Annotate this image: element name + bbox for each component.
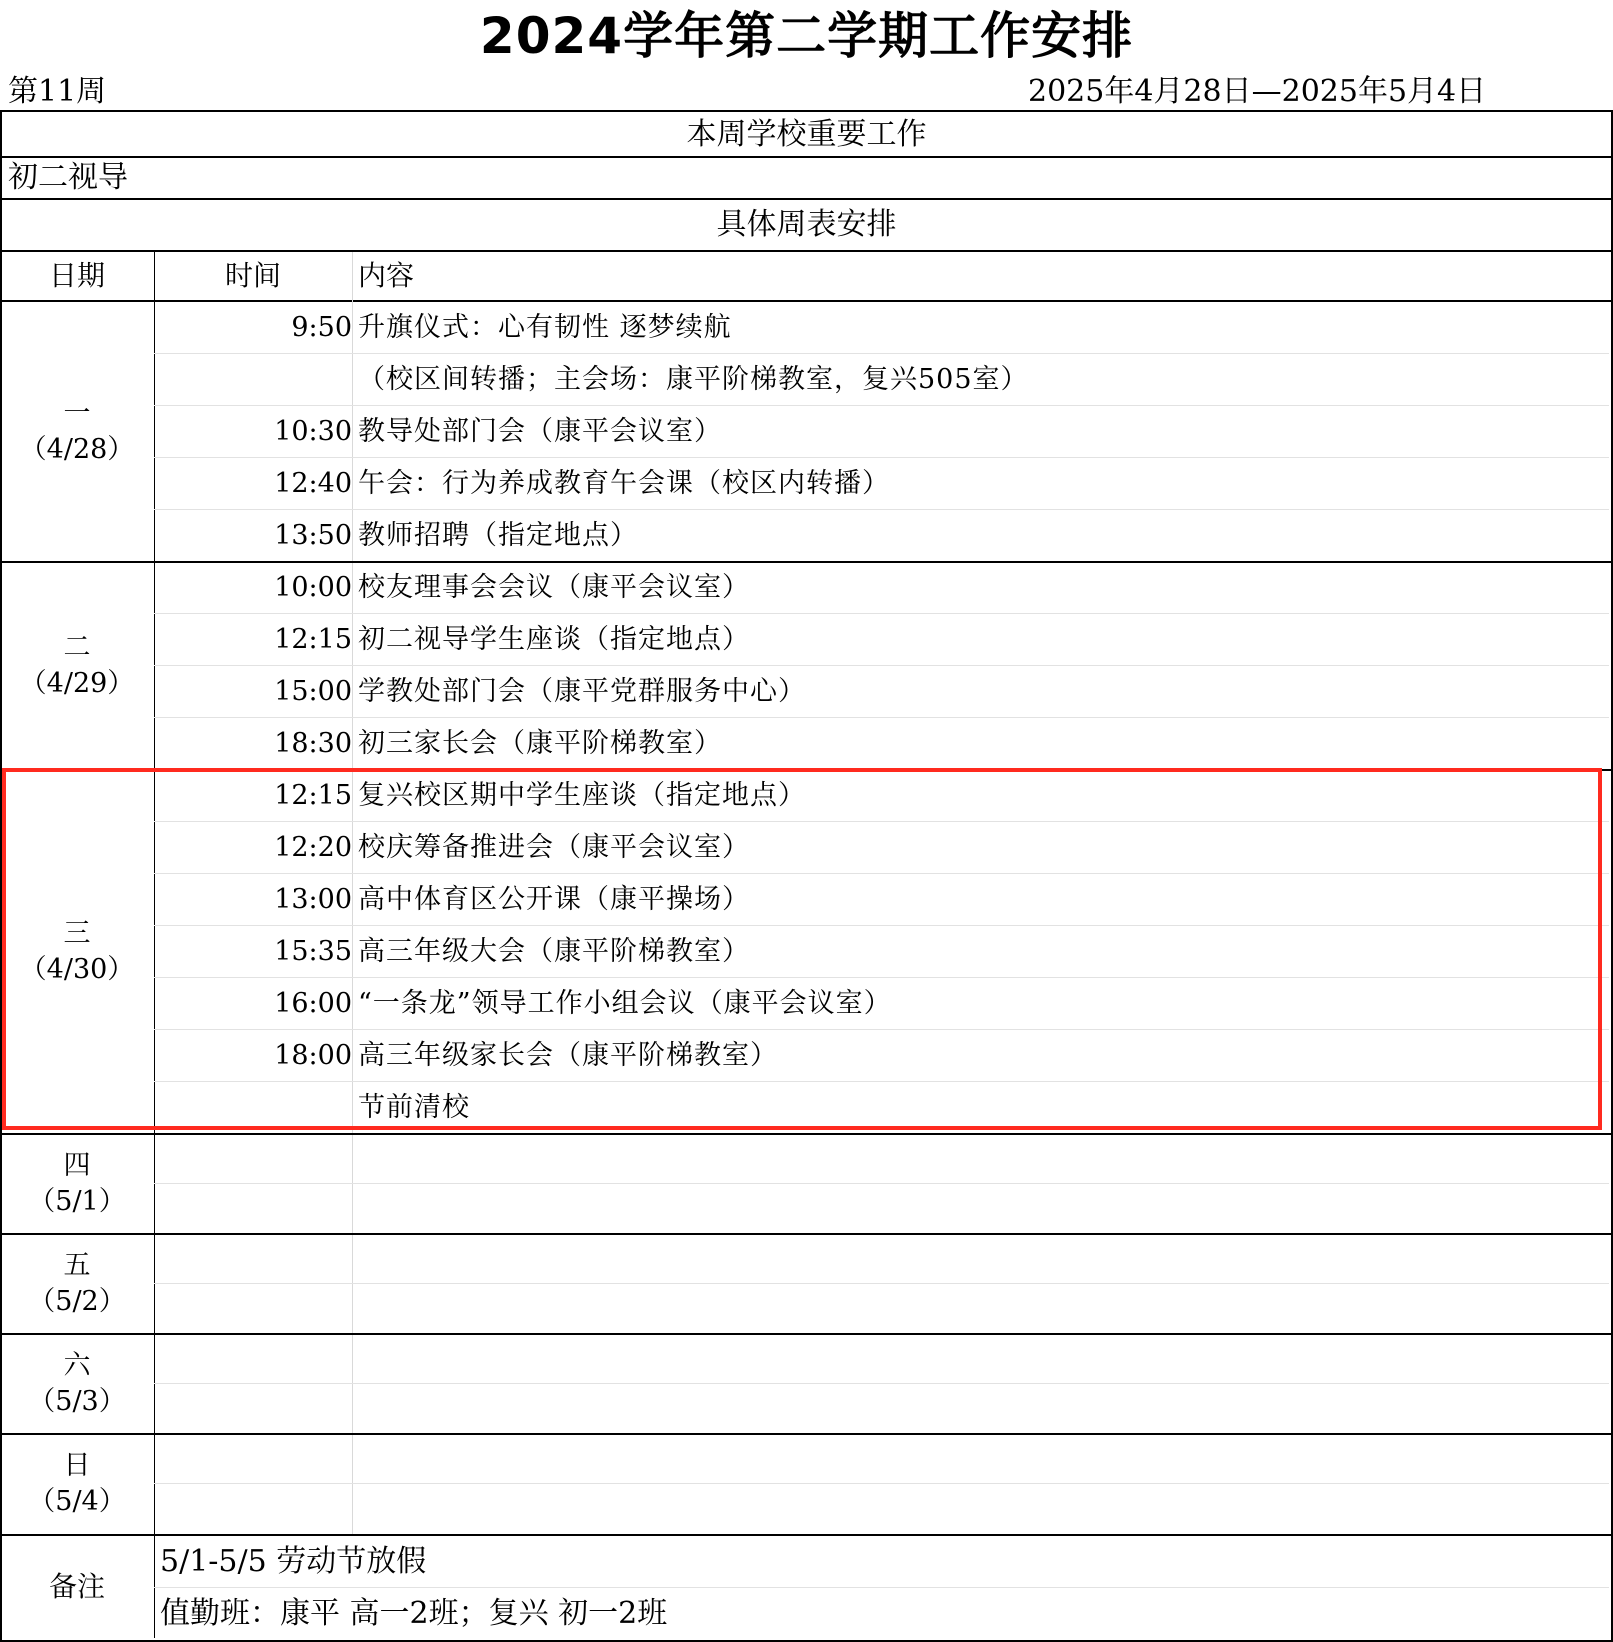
content-cell: 高三年级家长会（康平阶梯教室）	[358, 1040, 778, 1071]
time-cell	[154, 822, 352, 874]
schedule-header: 具体周表安排	[716, 207, 897, 242]
day-cell	[0, 1334, 154, 1434]
time-cell	[154, 458, 352, 510]
day-label	[0, 396, 154, 468]
table-row	[154, 510, 1609, 562]
content-cell: 升旗仪式：心有韧性 逐梦续航	[358, 312, 732, 343]
day-date: （4/30）	[19, 954, 135, 985]
important-work-item: 初二视导	[8, 160, 128, 195]
page-title: 2024学年第二学期工作安排	[479, 7, 1134, 65]
table-row	[154, 874, 1609, 926]
time-text: 10:30	[274, 416, 352, 447]
time-text: 12:15	[274, 780, 352, 811]
notes-label: 备注	[48, 1570, 105, 1603]
day-cell	[0, 1434, 154, 1534]
day-weekday: 五	[63, 1250, 91, 1281]
time-cell	[154, 718, 352, 770]
day-cell	[0, 1234, 154, 1334]
table-row	[154, 822, 1609, 874]
time-text: 12:20	[274, 832, 352, 863]
row-divider	[154, 1383, 1609, 1384]
content-cell: 学教处部门会（康平党群服务中心）	[358, 676, 806, 707]
content-cell: 校友理事会会议（康平会议室）	[358, 572, 750, 603]
day-cell	[0, 1134, 154, 1234]
content-cell: 复兴校区期中学生座谈（指定地点）	[358, 780, 806, 811]
day-divider	[0, 1433, 1613, 1435]
time-cell	[154, 354, 352, 406]
day-label	[0, 1148, 154, 1220]
table-row	[154, 978, 1609, 1030]
day-label	[0, 1348, 154, 1420]
table-row	[154, 1030, 1609, 1082]
date-range: 2025年4月28日—2025年5月4日	[1028, 74, 1487, 109]
important-work-header: 本周学校重要工作	[686, 117, 927, 152]
note-duty-class: 值勤班：康平 高一2班；复兴 初一2班	[160, 1596, 668, 1631]
content-cell: 教导处部门会（康平会议室）	[358, 416, 722, 447]
content-cell: 节前清校	[358, 1092, 470, 1123]
content-cell: （校区间转播；主会场：康平阶梯教室，复兴505室）	[358, 364, 1029, 395]
day-date: （4/28）	[19, 434, 135, 465]
table-row	[154, 770, 1609, 822]
day-weekday: 三	[63, 918, 91, 949]
time-cell	[154, 874, 352, 926]
table-row	[154, 562, 1609, 614]
time-text: 18:30	[274, 728, 352, 759]
time-cell	[154, 562, 352, 614]
time-text: 15:35	[274, 936, 352, 967]
time-cell	[154, 666, 352, 718]
day-date: （5/4）	[28, 1486, 126, 1517]
table-row	[154, 406, 1609, 458]
time-text: 9:50	[291, 312, 352, 343]
week-number: 第11周	[8, 74, 107, 109]
time-text: 12:15	[274, 624, 352, 655]
divider	[0, 156, 1613, 158]
column-header-date: 日期	[48, 259, 105, 292]
time-text: 12:40	[274, 468, 352, 499]
row-divider	[154, 1183, 1609, 1184]
day-weekday: 四	[63, 1150, 91, 1181]
content-cell: “一条龙”领导工作小组会议（康平会议室）	[358, 988, 892, 1019]
day-weekday: 日	[63, 1450, 91, 1481]
day-date: （5/2）	[28, 1286, 126, 1317]
row-divider	[154, 1283, 1609, 1284]
time-cell	[154, 770, 352, 822]
day-divider	[0, 1233, 1613, 1235]
day-label	[0, 1448, 154, 1520]
time-cell	[154, 510, 352, 562]
time-cell	[154, 1082, 352, 1134]
table-row	[154, 354, 1609, 406]
content-cell: 高三年级大会（康平阶梯教室）	[358, 936, 750, 967]
day-weekday: 六	[63, 1350, 91, 1381]
content-cell: 校庆筹备推进会（康平会议室）	[358, 832, 750, 863]
table-row	[154, 926, 1609, 978]
table-row	[154, 614, 1609, 666]
day-date: （5/1）	[28, 1186, 126, 1217]
content-cell: 高中体育区公开课（康平操场）	[358, 884, 750, 915]
day-cell	[0, 302, 154, 562]
time-cell	[154, 978, 352, 1030]
time-cell	[154, 1030, 352, 1082]
time-text: 13:50	[274, 520, 352, 551]
row-divider	[154, 1483, 1609, 1484]
day-label	[0, 630, 154, 702]
time-text: 10:00	[274, 572, 352, 603]
day-cell	[0, 770, 154, 1134]
day-divider	[0, 1333, 1613, 1335]
time-text: 16:00	[274, 988, 352, 1019]
table-row	[154, 1082, 1609, 1134]
time-cell	[154, 406, 352, 458]
time-text: 15:00	[274, 676, 352, 707]
note-holiday: 5/1-5/5 劳动节放假	[160, 1544, 427, 1579]
table-row	[154, 458, 1609, 510]
time-text: 13:00	[274, 884, 352, 915]
day-date: （5/3）	[28, 1386, 126, 1417]
time-cell	[154, 614, 352, 666]
content-cell: 初三家长会（康平阶梯教室）	[358, 728, 722, 759]
table-row	[154, 302, 1609, 354]
content-cell: 教师招聘（指定地点）	[358, 520, 638, 551]
time-text: 18:00	[274, 1040, 352, 1071]
day-divider	[0, 1133, 1613, 1135]
day-date: （4/29）	[19, 668, 135, 699]
time-cell	[154, 302, 352, 354]
table-row	[154, 666, 1609, 718]
column-header-time: 时间	[224, 259, 281, 292]
day-cell	[0, 562, 154, 770]
column-header-content: 内容	[358, 259, 415, 292]
day-label	[0, 1248, 154, 1320]
content-cell: 初二视导学生座谈（指定地点）	[358, 624, 750, 655]
time-cell	[154, 926, 352, 978]
table-row	[154, 718, 1609, 770]
day-label	[0, 916, 154, 988]
day-weekday: 一	[63, 398, 91, 429]
day-weekday: 二	[63, 632, 91, 663]
content-cell: 午会：行为养成教育午会课（校区内转播）	[358, 468, 890, 499]
